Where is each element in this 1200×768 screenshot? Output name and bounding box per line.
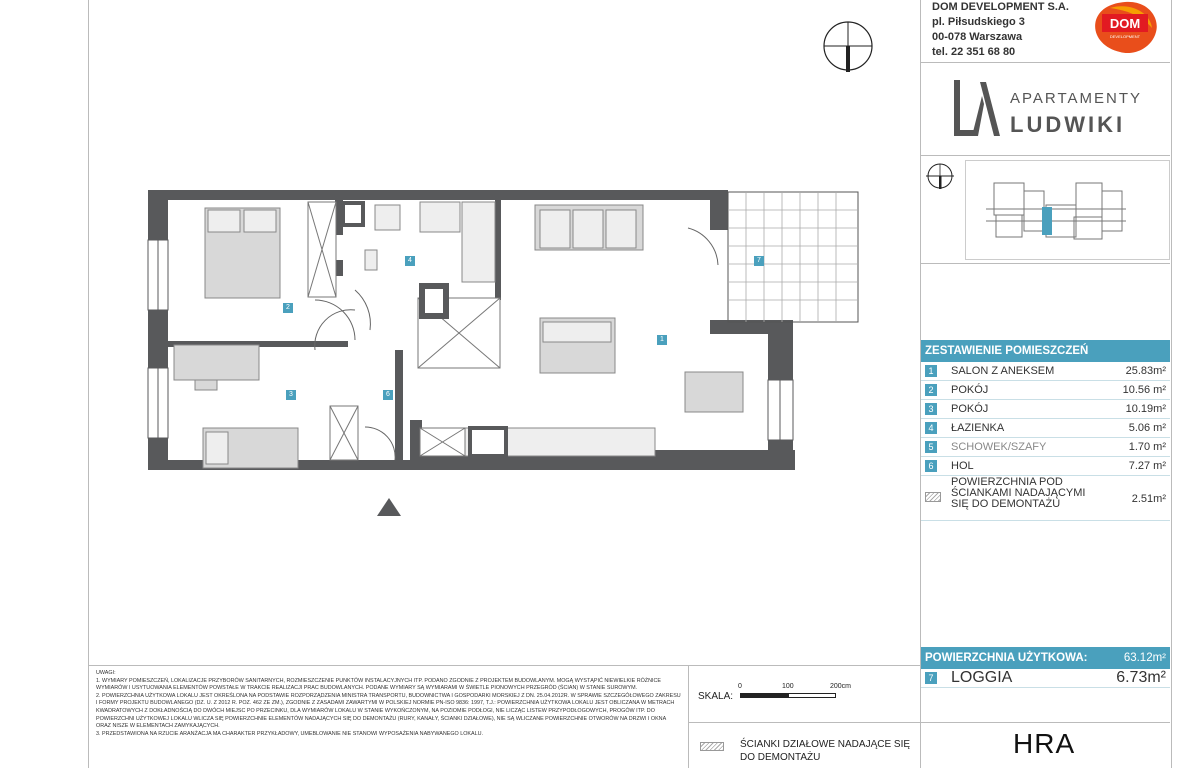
table-row bbox=[921, 419, 1170, 438]
usable-area-total bbox=[921, 647, 1170, 669]
row-number: 2 bbox=[925, 384, 937, 396]
row-number: 1 bbox=[925, 365, 937, 377]
total-label: POWIERZCHNIA UŻYTKOWA: bbox=[925, 652, 1088, 664]
row-label: SALON Z ANEKSEM bbox=[951, 365, 1055, 377]
scale-label: SKALA: bbox=[698, 691, 734, 702]
room-label-2: 2 bbox=[283, 303, 293, 313]
company-street: pl. Piłsudskiego 3 bbox=[932, 16, 1025, 28]
row-label: POWIERZCHNIA POD ŚCIANKAMI NADAJĄCYMI SIĘ DO DEMONTAŻU bbox=[951, 476, 1086, 510]
row-area: 25.83m² bbox=[1125, 365, 1166, 377]
row-number: 3 bbox=[925, 403, 937, 415]
company-info bbox=[932, 0, 1069, 60]
row-area: 10.56 m² bbox=[1122, 384, 1166, 396]
divider bbox=[688, 665, 689, 768]
divider bbox=[920, 155, 1170, 156]
note-item: 1. WYMIARY POMIESZCZEŃ, LOKALIZACJE PRZYBORÓW SANITARNYCH, ROZMIESZCZENIE PUNKTÓW INSTALACYJNYCH ITP. PODANO ZGODNIE Z PROJEKTEM BUDOWLANYM. MOGĄ WYSTĄPIĆ NIEWIELKIE RÓŻNICE WYMIARÓW I USYTUOWANIA ELEMENTÓW POWSTAŁE W TRAKCIE REALIZACJI PRAC BUDOWLANYCH. PODANE WYMIARY SĄ WYMIARAMI W ŚWIETLE PIONOWYCH PRZEGRÓD (ŚCIAN) W STANIE SUROWYM. bbox=[96, 677, 661, 692]
row-area: 10.19m² bbox=[1125, 403, 1166, 415]
row-label: POKÓJ bbox=[951, 384, 989, 396]
room-label-4: 4 bbox=[405, 256, 415, 266]
row-number: 6 bbox=[925, 460, 937, 472]
architect-logo: HRA bbox=[1013, 728, 1076, 759]
room-label-1: 1 bbox=[657, 335, 667, 345]
table-row-walls bbox=[921, 476, 1170, 521]
row-number: 7 bbox=[925, 672, 937, 684]
key-plan-highlight bbox=[1042, 207, 1052, 235]
row-label: POKÓJ bbox=[951, 403, 989, 415]
company-phone: tel. 22 351 68 80 bbox=[932, 46, 1016, 58]
total-area: 63.12m² bbox=[1123, 652, 1166, 664]
row-label: LOGGIA bbox=[951, 669, 1013, 686]
brand-logo bbox=[952, 78, 1142, 140]
rooms-table-title: ZESTAWIENIE POMIESZCZEŃ bbox=[921, 340, 1170, 362]
divider bbox=[920, 263, 1170, 264]
loggia-row bbox=[921, 669, 1170, 688]
loggia bbox=[728, 192, 858, 322]
key-plan bbox=[965, 160, 1170, 260]
brand-line2: LUDWIKI bbox=[1010, 112, 1126, 137]
hatch-swatch bbox=[925, 492, 941, 502]
hatch-swatch bbox=[700, 742, 724, 751]
scale-segment bbox=[740, 693, 788, 698]
room-label-7: 7 bbox=[754, 256, 764, 266]
row-label: SCHOWEK/SZAFY bbox=[951, 441, 1047, 453]
scale-segment bbox=[788, 693, 836, 698]
table-row bbox=[921, 381, 1170, 400]
floor-plan bbox=[140, 180, 870, 525]
entrance-arrow-icon bbox=[377, 498, 401, 518]
row-area: 2.51m² bbox=[1131, 493, 1166, 505]
note-item: 2. POWIERZCHNIA UŻYTKOWA LOKALU JEST OKREŚLONA NA PODSTAWIE ROZPORZĄDZENIA MINISTRA TRANSPORTU, BUDOWNICTWA I GOSPODARKI MORSKIEJ Z DN. 25.04.2012R. W SPRAWIE SZCZEGÓŁOWEGO ZAKRESU I FORMY PROJEKTU BUDOWLANEGO (DZ. U. Z 2012 R. POZ. 462 ZE ZM.), ZGODNIE Z ZASADAMI ZAWARTYMI W POLSKIEJ NORMIE PN-ISO 9836: 1997, T.J.: POWIERZCHNIA UŻYTKOWA LOKALU JEST OBLICZANA W METRACH KWADRATOWYCH Z DOKŁADNOŚCIĄ DO DWÓCH MIEJSC PO PRZECINKU, DLA WYMIARÓW LOKALU W STANIE WYKOŃCZONYM, NA POZIOMIE PODŁOGI, NIE LICZĄC LISTEW PRZYPODŁOGOWYCH, PROGÓW ITP. DO POWIERZCHNI UŻYTKOWEJ LOKALU WLICZA SIĘ POWIERZCHNIE ELEMENTÓW NADAJĄCYCH SIĘ DO DEMONTAŻU (RURY, KANAŁY, ŚCIANKI DZIAŁOWE), NIE SĄ WLICZANE POWIERZCHNIE OTWORÓW NA DRZWI I OKNA ORAZ NISZE W ELEMENTACH ZAMYKAJĄCYCH. bbox=[96, 692, 681, 730]
company-name: DOM DEVELOPMENT S.A. bbox=[932, 1, 1069, 13]
dom-logo-sub: DEVELOPMENT bbox=[1109, 34, 1141, 39]
row-number: 4 bbox=[925, 422, 937, 434]
table-row bbox=[921, 457, 1170, 476]
note-item: 3. PRZEDSTAWIONA NA RZUCIE ARANŻACJA MA CHARAKTER PRZYKŁADOWY, UMEBLOWANIE NIE STANOWI WYPOSAŻENIA NABYWANEGO LOKALU. bbox=[96, 730, 483, 737]
table-row bbox=[921, 400, 1170, 419]
row-label: HOL bbox=[951, 460, 974, 472]
room-label-6: 6 bbox=[383, 390, 393, 400]
row-area: 1.70 m² bbox=[1128, 441, 1166, 453]
dom-logo-text: DOM bbox=[1109, 16, 1141, 31]
brand-mark-icon bbox=[952, 78, 1002, 140]
scale-bar bbox=[698, 683, 898, 713]
brand-line1: APARTAMENTY bbox=[1010, 90, 1143, 107]
table-row bbox=[921, 669, 1170, 688]
table-row bbox=[921, 362, 1170, 381]
north-arrow-icon bbox=[822, 20, 874, 72]
rooms-table bbox=[921, 340, 1170, 521]
row-area: 6.73m² bbox=[1116, 669, 1166, 686]
row-number: 5 bbox=[925, 441, 937, 453]
north-arrow-small-icon bbox=[926, 162, 954, 190]
notes-head: UWAGI: bbox=[96, 670, 116, 676]
scale-tick-1: 100 bbox=[782, 683, 794, 690]
walls-legend-text: ŚCIANKI DZIAŁOWE NADAJĄCE SIĘ DO DEMONTAŻU bbox=[740, 739, 911, 763]
scale-tick-0: 0 bbox=[738, 683, 742, 690]
row-area: 7.27 m² bbox=[1128, 460, 1166, 472]
scale-tick-2: 200cm bbox=[830, 683, 852, 690]
dom-logo bbox=[1090, 0, 1160, 56]
notes bbox=[96, 670, 681, 738]
company-city: 00-078 Warszawa bbox=[932, 31, 1023, 43]
divider bbox=[920, 62, 1170, 63]
divider bbox=[688, 722, 1170, 723]
table-row bbox=[921, 438, 1170, 457]
row-area: 5.06 m² bbox=[1128, 422, 1166, 434]
row-label: ŁAZIENKA bbox=[951, 422, 1005, 434]
room-label-3: 3 bbox=[286, 390, 296, 400]
